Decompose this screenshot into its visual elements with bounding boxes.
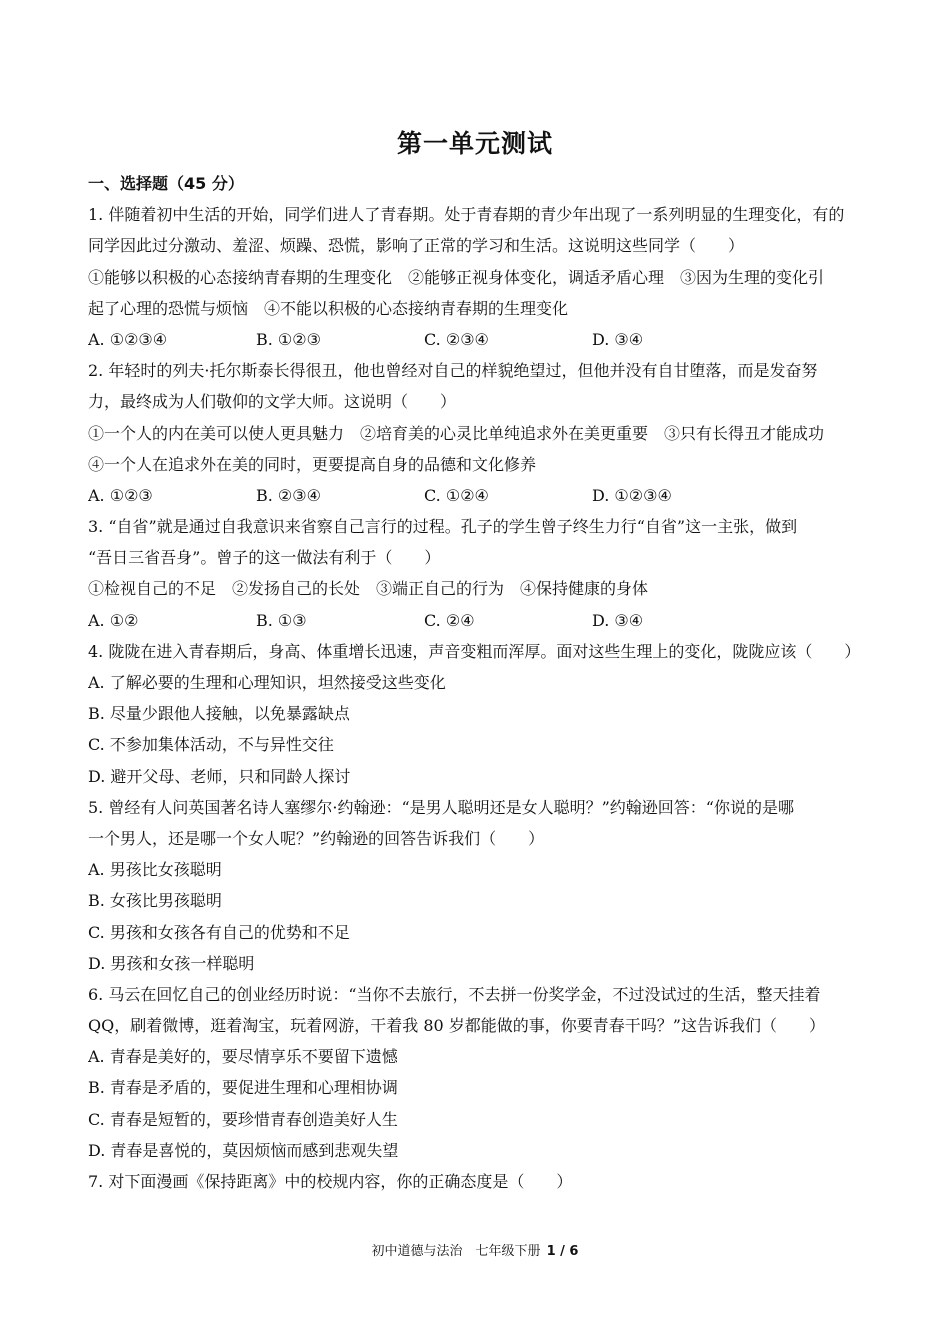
option-c: C. ②③④ [424, 329, 489, 349]
option-a: A. 了解必要的生理和心理知识，坦然接受这些变化 [88, 673, 446, 692]
option-a: A. ①②③④ [88, 329, 168, 349]
question-5-stem: 一个男人，还是哪一个女人呢？”约翰逊的回答告诉我们（ ） [88, 828, 545, 848]
option-c: C. 青春是短暂的，要珍惜青春创造美好人生 [88, 1109, 398, 1129]
option-c: C. 不参加集体活动，不与异性交往 [88, 735, 334, 755]
option-a: A. ①②③ [88, 485, 153, 505]
option-d: D. 男孩和女孩一样聪明 [88, 953, 255, 973]
option-a: A. 男孩比女孩聪明 [88, 860, 222, 880]
question-7-stem: 7. 对下面漫画《保持距离》中的校规内容，你的正确态度是（ ） [88, 1172, 573, 1191]
question-5-stem: 5. 曾经有人问英国著名诗人塞缪尔·约翰逊：“是男人聪明还是女人聪明？”约翰逊回答：“你说的是哪 [88, 797, 794, 817]
question-2-statements: ①一个人的内在美可以使人更具魅力 ②培育美的心灵比单纯追求外在美更重要 ③只有长得丑才能成功 [88, 423, 825, 443]
question-6-stem: QQ，刷着微博，逛着淘宝，玩着网游，干着我 80 岁都能做的事，你要青春干吗？”这告诉我们（ ） [88, 1016, 825, 1036]
question-6-stem: 6. 马云在回忆自己的创业经历时说：“当你不去旅行，不去拼一份奖学金，不过没试过的生活，整天挂着 [88, 984, 821, 1004]
question-2-options [88, 480, 872, 511]
page-title: 第一单元测试 [396, 129, 553, 158]
option-c: C. ①②④ [424, 485, 489, 505]
question-2-stem: 2. 年轻时的列夫·托尔斯泰长得很丑，他也曾经对自己的样貌绝望过，但他并没有自甘堕落，而是发奋努 [88, 361, 818, 381]
option-b: B. ①③ [256, 610, 307, 630]
question-2-statements: ④一个人在追求外在美的同时，更要提高自身的品德和文化修养 [88, 454, 537, 474]
option-b: B. 尽量少跟他人接触，以免暴露缺点 [88, 704, 350, 724]
option-b: B. ②③④ [256, 485, 321, 505]
footer-text: 初中道德与法治 七年级下册 [371, 1244, 541, 1259]
option-d: D. 避开父母、老师，只和同龄人探讨 [88, 766, 351, 786]
page-footer [0, 1240, 950, 1259]
option-d: D. ③④ [592, 329, 644, 349]
option-c: C. ②④ [424, 610, 475, 630]
option-c: C. 男孩和女孩各有自己的优势和不足 [88, 922, 350, 942]
option-b: B. 女孩比男孩聪明 [88, 891, 222, 911]
question-3-stem: “吾日三省吾身”。曾子的这一做法有利于（ ） [88, 548, 441, 568]
question-3-statements: ①检视自己的不足 ②发扬自己的长处 ③端正自己的行为 ④保持健康的身体 [88, 579, 649, 599]
option-d: D. ①②③④ [592, 485, 672, 505]
page-number: 1 / 6 [546, 1244, 579, 1259]
question-3-options [88, 605, 872, 636]
option-d: D. ③④ [592, 610, 644, 630]
question-1-statements: ①能够以积极的心态接纳青春期的生理变化 ②能够正视身体变化，调适矛盾心理 ③因为生理的变化引 [88, 267, 825, 287]
option-d: D. 青春是喜悦的，莫因烦恼而感到悲观失望 [88, 1140, 399, 1160]
question-content [88, 168, 872, 1197]
option-b: B. ①②③ [256, 329, 321, 349]
question-1-stem: 同学因此过分激动、羞涩、烦躁、恐慌，影响了正常的学习和生活。这说明这些同学（ ） [88, 236, 745, 256]
question-1-statements: 起了心理的恐慌与烦恼 ④不能以积极的心态接纳青春期的生理变化 [88, 298, 569, 318]
question-2-stem: 力，最终成为人们敬仰的文学大师。这说明（ ） [88, 392, 457, 412]
option-a: A. 青春是美好的，要尽情享乐不要留下遗憾 [88, 1047, 398, 1067]
question-3-stem: 3. “自省”就是通过自我意识来省察自己言行的过程。孔子的学生曾子终生力行“自省”这一主张，做到 [88, 517, 798, 537]
question-1-options [88, 324, 872, 355]
option-b: B. 青春是矛盾的，要促进生理和心理相协调 [88, 1078, 398, 1098]
question-4-stem: 4. 陇陇在进入青春期后，身高、体重增长迅速，声音变粗而浑厚。面对这些生理上的变化，陇陇应该（ ） [88, 641, 861, 661]
section-heading: 一、选择题（45 分） [88, 174, 244, 193]
option-a: A. ①② [88, 610, 139, 630]
question-1-stem: 1. 伴随着初中生活的开始，同学们进人了青春期。处于青春期的青少年出现了一系列明显的生理变化，有的 [88, 205, 845, 225]
